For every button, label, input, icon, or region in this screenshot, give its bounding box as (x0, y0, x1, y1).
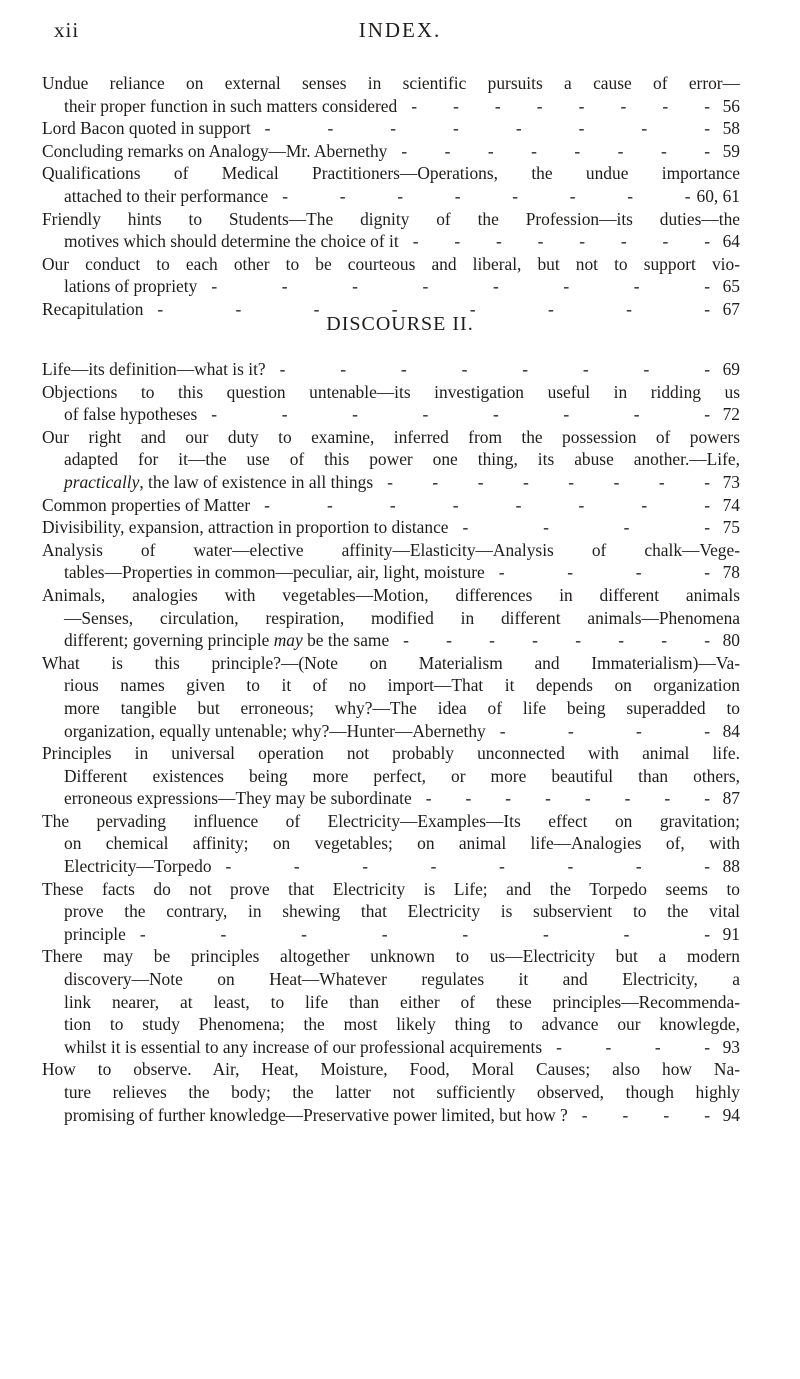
leader-dots: - - - - (581, 1104, 710, 1125)
page-ref: 74 (722, 494, 740, 515)
entry-text: practically, the law of existence in all things (64, 471, 374, 492)
page-ref: 73 (722, 471, 740, 492)
entry-line (42, 448, 740, 471)
entry-text: adapted for it—the use of this power one thing, its abuse another.—Life, (64, 449, 740, 470)
entry-text: What is this principle?—(Note on Materialism and Immaterialism)—Va- (42, 652, 740, 673)
entry-text: Divisibility, expansion, attraction in proportion to distance (42, 517, 449, 538)
page-ref: 72 (722, 404, 740, 425)
entry-text: on chemical affinity; on vegetables; on animal life—Analogies of, with (64, 833, 740, 854)
entry-line (42, 855, 740, 878)
leader-dots: - - - - - - - - (387, 471, 710, 492)
page-header (0, 18, 800, 50)
entry-text: their proper function in such matters considered (64, 95, 398, 116)
leader-dots: - - - - - - - - (403, 630, 710, 651)
leader-dots: - - - - (499, 720, 710, 741)
entry-line (42, 878, 740, 901)
entry-line (42, 95, 740, 118)
leader-dots: - - - - - - - - (211, 276, 710, 297)
index-part-2 (42, 358, 740, 1126)
entry-text: Undue reliance on external senses in scientific pursuits a cause of error— (42, 73, 740, 93)
entry-line (42, 494, 740, 517)
entry-line (42, 1013, 740, 1036)
page-ref: 88 (722, 856, 740, 877)
entry-line (42, 900, 740, 923)
page-title: INDEX. (358, 18, 442, 42)
entry-text: organization, equally untenable; why?—Hunter—Abernethy (64, 720, 486, 741)
index-entry (42, 1058, 740, 1126)
page-ref: 78 (722, 562, 740, 583)
index-entry (42, 742, 740, 810)
entry-text: discovery—Note on Heat—Whatever regulates it and Electricity, a (64, 969, 740, 990)
index-entry (42, 162, 740, 207)
index-entry (42, 539, 740, 584)
leader-dots: - - - - - - - - (411, 95, 710, 116)
entry-text: different; governing principle may be the same (64, 630, 390, 651)
entry-line (42, 742, 740, 765)
page-ref: 64 (722, 231, 740, 252)
page-ref: 69 (722, 359, 740, 379)
index-entry (42, 253, 740, 298)
entry-text: Principles in universal operation not probably unconnected with animal life. (42, 743, 740, 764)
leader-dots: - - - - - - - - (282, 185, 691, 206)
entry-text: Our conduct to each other to be courteous and liberal, but not to support vio- (42, 253, 740, 274)
entry-line (42, 945, 740, 968)
page-ref: 59 (722, 140, 740, 161)
entry-line (42, 185, 740, 208)
entry-text: tion to study Phenomena; the most likely thing to advance our knowlegde, (64, 1014, 740, 1035)
entry-text: erroneous expressions—They may be subordinate (64, 788, 412, 809)
entry-line (42, 607, 740, 630)
page-ref: 65 (722, 276, 740, 297)
index-entry (42, 494, 740, 517)
entry-text: of false hypotheses (64, 404, 198, 425)
entry-text: motives which should determine the choice of it (64, 231, 399, 252)
entry-line (42, 253, 740, 276)
index-entry (42, 810, 740, 878)
leader-dots: - - - - - - - - (157, 298, 710, 319)
index-entry (42, 945, 740, 1058)
entry-line (42, 1036, 740, 1059)
entry-text: Recapitulation (42, 298, 144, 319)
entry-line (42, 471, 740, 494)
page-ref: 84 (722, 720, 740, 741)
entry-line (42, 584, 740, 607)
entry-line (42, 117, 740, 140)
leader-dots: - - - - - - - - (425, 788, 710, 809)
entry-text: Animals, analogies with vegetables—Motion, differences in different animals (42, 584, 740, 605)
leader-dots: - - - - - - - - (401, 140, 710, 161)
entry-text: —Senses, circulation, respiration, modified in different animals—Phenomena (64, 607, 740, 628)
entry-text: link nearer, at least, to life than either of these principles—Recommenda- (64, 991, 740, 1012)
leader-dots: - - - - - - - - (225, 856, 710, 877)
page-ref: 80 (722, 630, 740, 651)
entry-text: Our right and our duty to examine, inferred from the possession of powers (42, 426, 740, 447)
entry-line (42, 275, 740, 298)
index-part-1 (42, 72, 740, 321)
page-number: xii (54, 18, 80, 42)
entry-text: There may be principles altogether unknown to us—Electricity but a modern (42, 946, 740, 967)
entry-line (42, 832, 740, 855)
page-ref: 87 (722, 788, 740, 809)
entry-line (42, 140, 740, 163)
page-ref: 93 (722, 1036, 740, 1057)
entry-text: Friendly hints to Students—The dignity of the Profession—its duties—the (42, 208, 740, 229)
entry-text: principle (64, 923, 126, 944)
entry-line (42, 810, 740, 833)
entry-text: The pervading influence of Electricity—Examples—Its effect on gravitation; (42, 810, 740, 831)
leader-dots: - - - - - - - - (264, 118, 710, 139)
entry-text: Lord Bacon quoted in support (42, 118, 251, 139)
entry-line (42, 991, 740, 1014)
leader-dots: - - - - - - - - (211, 404, 710, 425)
page-ref: 56 (722, 95, 740, 116)
entry-line (42, 381, 740, 404)
leader-dots: - - - - - - - - (412, 231, 710, 252)
entry-line (42, 674, 740, 697)
index-entry (42, 140, 740, 163)
entry-line (42, 426, 740, 449)
entry-text: Objections to this question untenable—its investigation useful in ridding us (42, 381, 740, 402)
entry-emphasis: practically (64, 471, 140, 492)
index-entry (42, 358, 740, 381)
entry-line (42, 720, 740, 743)
index-entry (42, 117, 740, 140)
entry-text: These facts do not prove that Electricity is Life; and the Torpedo seems to (42, 878, 740, 899)
entry-line (42, 697, 740, 720)
leader-dots: - - - - (498, 562, 710, 583)
leader-dots: - - - - (462, 517, 710, 538)
entry-line (42, 403, 740, 426)
index-entry (42, 516, 740, 539)
section-heading: DISCOURSE II. (326, 313, 474, 335)
leader-dots: - - - - (556, 1036, 710, 1057)
index-entry (42, 652, 740, 742)
entry-line (42, 516, 740, 539)
entry-line (42, 765, 740, 788)
entry-line (42, 561, 740, 584)
entry-text: whilst it is essential to any increase of our professional acquirements (64, 1036, 543, 1057)
entry-text: Different existences being more perfect, or more beautiful than others, (64, 765, 740, 786)
entry-text: Electricity—Torpedo (64, 856, 212, 877)
entry-line (42, 72, 740, 95)
entry-text: How to observe. Air, Heat, Moisture, Food, Moral Causes; also how Na- (42, 1059, 740, 1080)
index-entry (42, 426, 740, 494)
page-ref: 91 (722, 923, 740, 944)
entry-text: Qualifications of Medical Practitioners—Operations, the undue importance (42, 163, 740, 184)
entry-line (42, 1081, 740, 1104)
entry-text: attached to their performance (64, 185, 269, 206)
entry-line (42, 208, 740, 231)
entry-text: prove the contrary, in shewing that Electricity is subservient to the vital (64, 901, 740, 922)
page-ref: 67 (722, 298, 740, 319)
entry-text: more tangible but erroneous; why?—The idea of life being superadded to (64, 697, 740, 718)
page-ref: 60, 61 (696, 185, 740, 206)
entry-text: promising of further knowledge—Preservative power limited, but how ? (64, 1104, 568, 1125)
entry-text: tables—Properties in common—peculiar, air, light, moisture (64, 562, 485, 583)
entry-line (42, 358, 740, 381)
entry-text: lations of propriety (64, 276, 198, 297)
entry-text: ture relieves the body; the latter not sufficiently observed, though highly (64, 1082, 740, 1102)
entry-line (42, 629, 740, 652)
entry-text: Analysis of water—elective affinity—Elasticity—Analysis of chalk—Vege- (42, 539, 740, 560)
entry-line (42, 968, 740, 991)
entry-line (42, 923, 740, 946)
entry-line (42, 539, 740, 562)
page-ref: 75 (722, 517, 740, 538)
entry-line (42, 1058, 740, 1081)
entry-line (42, 652, 740, 675)
index-entry (42, 584, 740, 652)
entry-text: Common properties of Matter (42, 494, 251, 515)
entry-text: Concluding remarks on Analogy—Mr. Abernethy (42, 140, 388, 161)
entry-text: rious names given to it of no import—That it depends on organization (64, 675, 740, 696)
entry-line (42, 162, 740, 185)
index-entry (42, 381, 740, 426)
entry-text: Life—its definition—what is it? (42, 359, 266, 379)
entry-line (42, 787, 740, 810)
page-ref: 58 (722, 118, 740, 139)
page-ref: 94 (722, 1104, 740, 1125)
entry-line (42, 230, 740, 253)
leader-dots: - - - - - - - - (264, 494, 710, 515)
entry-line (42, 1104, 740, 1127)
index-entry (42, 208, 740, 253)
entry-emphasis: may (273, 630, 303, 651)
index-entry (42, 72, 740, 117)
leader-dots: - - - - - - - - (139, 923, 710, 944)
index-entry (42, 878, 740, 946)
leader-dots: - - - - - - - - (279, 359, 710, 379)
